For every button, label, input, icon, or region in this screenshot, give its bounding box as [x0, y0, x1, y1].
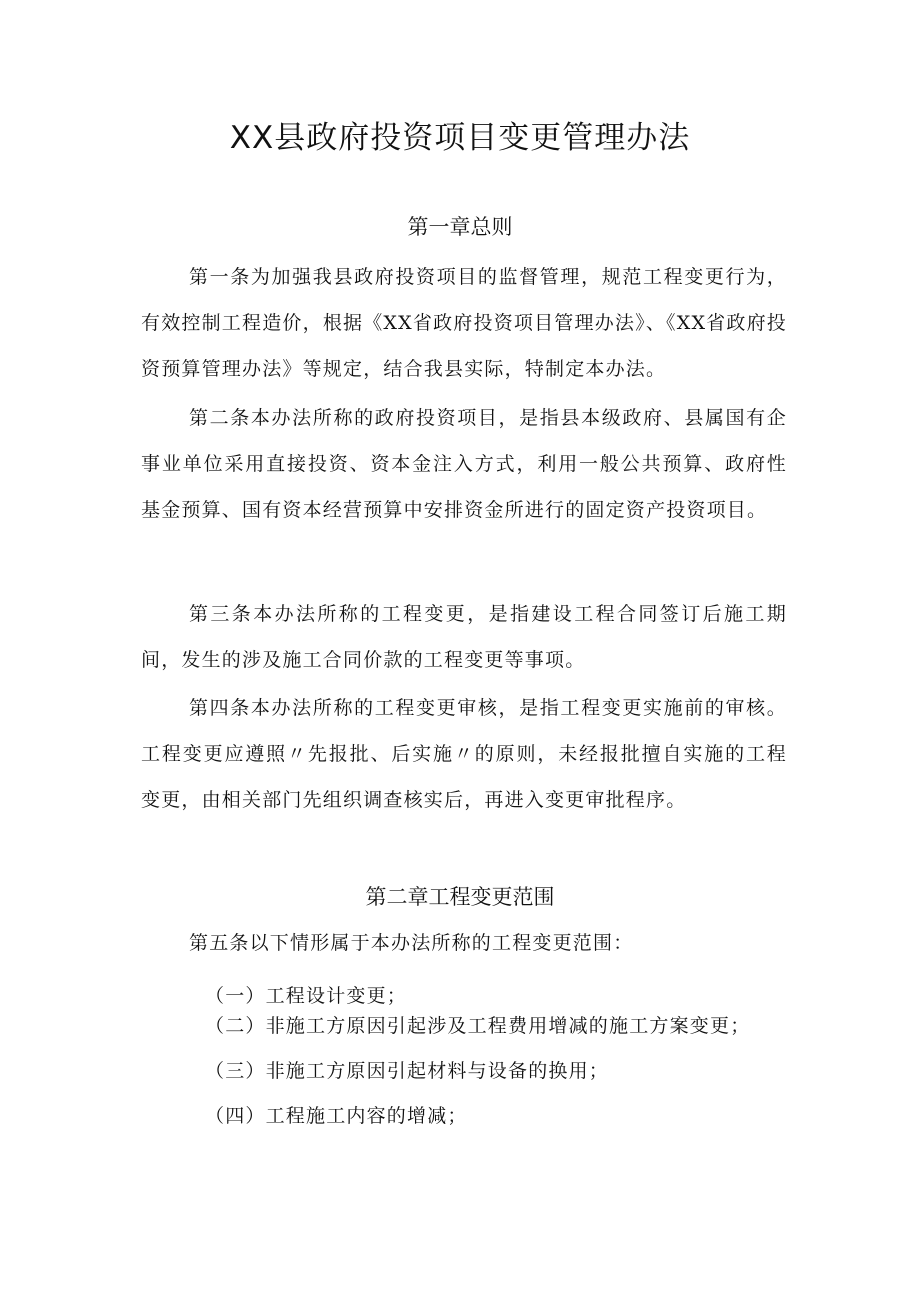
list-item: （二）非施工方原因引起涉及工程费用增减的施工方案变更； — [205, 1015, 751, 1037]
list-item: （一）工程设计变更； — [205, 985, 408, 1007]
article-5: 第五条以下情形属于本办法所称的工程变更范围： — [189, 932, 634, 954]
chapter-heading-2: 第二章工程变更范围 — [365, 885, 555, 909]
list-item: （三）非施工方原因引起材料与设备的换用； — [205, 1060, 610, 1082]
article-2: 第二条本办法所称的政府投资项目，是指县本级政府、县属国有企事业单位采用直接投资、资本金注入方式，利用一般公共预算、政府性基金预算、国有资本经营预算中安排资金所进行的固定资产投资项目。 — [141, 407, 787, 521]
list-item: （四）工程施工内容的增减； — [205, 1105, 468, 1127]
document-title: XX县政府投资项目变更管理办法 — [229, 120, 691, 156]
chapter-heading-1: 第一章总则 — [407, 215, 513, 239]
article-4: 第四条本办法所称的工程变更审核，是指工程变更实施前的审核。工程变更应遵照〃先报批、后实施〃的原则，未经报批擅自实施的工程变更，由相关部门先组织调查核实后，再进入变更审批程序。 — [141, 697, 787, 811]
article-1: 第一条为加强我县政府投资项目的监督管理，规范工程变更行为，有效控制工程造价，根据《XX省政府投资项目管理办法》、《XX省政府投资预算管理办法》等规定，结合我县实际，特制定本办法。 — [141, 266, 787, 380]
article-3: 第三条本办法所称的工程变更，是指建设工程合同签订后施工期间，发生的涉及施工合同价款的工程变更等事项。 — [141, 603, 787, 671]
